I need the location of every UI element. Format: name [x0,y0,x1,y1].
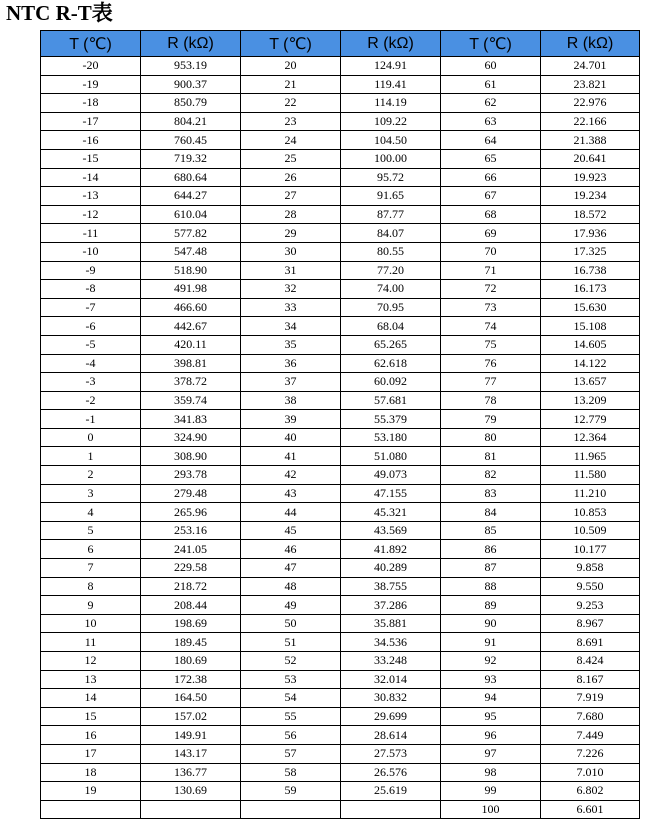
temperature-cell: 1 [41,447,141,466]
temperature-cell: 29 [241,224,341,243]
temperature-cell: 15 [41,707,141,726]
temperature-cell: 39 [241,410,341,429]
temperature-cell: 44 [241,503,341,522]
temperature-cell: 72 [441,280,541,299]
table-row [41,261,640,280]
temperature-cell [241,800,341,819]
temperature-cell: 0 [41,428,141,447]
temperature-cell: 14 [41,689,141,708]
resistance-cell: 16.738 [541,261,640,280]
resistance-cell: 12.364 [541,428,640,447]
temperature-cell: 63 [441,112,541,131]
resistance-cell: 15.630 [541,298,640,317]
temperature-cell: 52 [241,652,341,671]
temperature-cell: 56 [241,726,341,745]
resistance-cell: 11.965 [541,447,640,466]
table-row [41,540,640,559]
temperature-cell: -5 [41,335,141,354]
temperature-cell: 84 [441,503,541,522]
temperature-cell: 71 [441,261,541,280]
resistance-cell: 33.248 [341,652,441,671]
resistance-cell: 114.19 [341,94,441,113]
resistance-cell: 14.122 [541,354,640,373]
temperature-cell: -8 [41,280,141,299]
resistance-cell: 324.90 [141,428,241,447]
resistance-cell: 760.45 [141,131,241,150]
header-temperature-3: T (℃) [441,31,541,57]
temperature-cell: 85 [441,521,541,540]
resistance-cell: 104.50 [341,131,441,150]
resistance-cell: 8.167 [541,670,640,689]
table-row [41,726,640,745]
resistance-cell: 37.286 [341,596,441,615]
temperature-cell: 47 [241,559,341,578]
page-title: NTC R-T表 [6,1,113,25]
temperature-cell: -9 [41,261,141,280]
temperature-cell: 64 [441,131,541,150]
resistance-cell: 7.449 [541,726,640,745]
temperature-cell: 26 [241,168,341,187]
resistance-cell: 15.108 [541,317,640,336]
temperature-cell: 65 [441,149,541,168]
temperature-cell: 75 [441,335,541,354]
temperature-cell: -7 [41,298,141,317]
table-header-row [41,31,640,57]
temperature-cell: 88 [441,577,541,596]
temperature-cell: 92 [441,652,541,671]
temperature-cell: 49 [241,596,341,615]
table-row [41,280,640,299]
resistance-cell: 10.177 [541,540,640,559]
temperature-cell: -16 [41,131,141,150]
temperature-cell: 41 [241,447,341,466]
resistance-cell: 11.580 [541,466,640,485]
temperature-cell: -6 [41,317,141,336]
resistance-cell: 804.21 [141,112,241,131]
temperature-cell: 87 [441,559,541,578]
temperature-cell: 76 [441,354,541,373]
temperature-cell: 36 [241,354,341,373]
temperature-cell: 90 [441,614,541,633]
temperature-cell: 2 [41,466,141,485]
temperature-cell: 28 [241,205,341,224]
resistance-cell: 6.802 [541,782,640,801]
table-row [41,57,640,76]
table-row [41,503,640,522]
table-row [41,391,640,410]
resistance-cell: 265.96 [141,503,241,522]
resistance-cell: 20.641 [541,149,640,168]
resistance-cell: 60.092 [341,373,441,392]
resistance-cell: 34.536 [341,633,441,652]
temperature-cell: 59 [241,782,341,801]
temperature-cell: -14 [41,168,141,187]
resistance-cell: 164.50 [141,689,241,708]
resistance-cell: 14.605 [541,335,640,354]
resistance-cell: 84.07 [341,224,441,243]
temperature-cell: 16 [41,726,141,745]
temperature-cell: 78 [441,391,541,410]
temperature-cell: -2 [41,391,141,410]
resistance-cell: 124.91 [341,57,441,76]
resistance-cell: 253.16 [141,521,241,540]
temperature-cell: 77 [441,373,541,392]
temperature-cell: 32 [241,280,341,299]
resistance-cell: 87.77 [341,205,441,224]
table-row [41,373,640,392]
resistance-cell: 38.755 [341,577,441,596]
resistance-cell: 610.04 [141,205,241,224]
resistance-cell: 43.569 [341,521,441,540]
temperature-cell: 37 [241,373,341,392]
temperature-cell: -19 [41,75,141,94]
temperature-cell: 42 [241,466,341,485]
temperature-cell: -13 [41,187,141,206]
temperature-cell: 58 [241,763,341,782]
table-row [41,410,640,429]
temperature-cell: 23 [241,112,341,131]
header-resistance-1: R (kΩ) [141,31,241,57]
table-row [41,187,640,206]
resistance-cell: 241.05 [141,540,241,559]
temperature-cell: 97 [441,744,541,763]
temperature-cell: 43 [241,484,341,503]
temperature-cell: -12 [41,205,141,224]
table-row [41,168,640,187]
temperature-cell [41,800,141,819]
resistance-cell: 28.614 [341,726,441,745]
temperature-cell: 50 [241,614,341,633]
temperature-cell: 25 [241,149,341,168]
temperature-cell: 70 [441,242,541,261]
resistance-cell: 77.20 [341,261,441,280]
temperature-cell: 57 [241,744,341,763]
resistance-cell: 218.72 [141,577,241,596]
resistance-cell: 13.657 [541,373,640,392]
temperature-cell: 4 [41,503,141,522]
resistance-cell: 17.936 [541,224,640,243]
resistance-cell: 198.69 [141,614,241,633]
resistance-cell: 51.080 [341,447,441,466]
resistance-cell: 341.83 [141,410,241,429]
resistance-cell: 6.601 [541,800,640,819]
resistance-cell: 19.923 [541,168,640,187]
resistance-cell: 91.65 [341,187,441,206]
resistance-cell: 26.576 [341,763,441,782]
resistance-cell: 9.550 [541,577,640,596]
resistance-cell: 900.37 [141,75,241,94]
temperature-cell: -20 [41,57,141,76]
resistance-cell: 130.69 [141,782,241,801]
resistance-cell: 8.424 [541,652,640,671]
temperature-cell: 69 [441,224,541,243]
temperature-cell: 45 [241,521,341,540]
table-body [41,57,640,819]
temperature-cell: 5 [41,521,141,540]
resistance-cell: 95.72 [341,168,441,187]
table-row [41,559,640,578]
table-row [41,670,640,689]
temperature-cell: 54 [241,689,341,708]
resistance-cell: 49.073 [341,466,441,485]
table-row [41,447,640,466]
table-row [41,149,640,168]
table-row [41,707,640,726]
temperature-cell: 81 [441,447,541,466]
resistance-cell: 16.173 [541,280,640,299]
resistance-cell: 23.821 [541,75,640,94]
resistance-cell: 953.19 [141,57,241,76]
resistance-cell: 32.014 [341,670,441,689]
temperature-cell: 89 [441,596,541,615]
resistance-cell: 680.64 [141,168,241,187]
rt-table [40,30,640,819]
resistance-cell: 10.509 [541,521,640,540]
resistance-cell: 19.234 [541,187,640,206]
temperature-cell: 95 [441,707,541,726]
temperature-cell: 91 [441,633,541,652]
resistance-cell: 22.166 [541,112,640,131]
resistance-cell: 47.155 [341,484,441,503]
temperature-cell: 31 [241,261,341,280]
resistance-cell: 491.98 [141,280,241,299]
temperature-cell: -15 [41,149,141,168]
temperature-cell: -3 [41,373,141,392]
table-row [41,577,640,596]
resistance-cell: 378.72 [141,373,241,392]
temperature-cell: 10 [41,614,141,633]
temperature-cell: 94 [441,689,541,708]
table-row [41,94,640,113]
resistance-cell: 7.919 [541,689,640,708]
table-row [41,596,640,615]
resistance-cell: 55.379 [341,410,441,429]
table-row [41,335,640,354]
temperature-cell: 99 [441,782,541,801]
temperature-cell: 48 [241,577,341,596]
resistance-cell: 189.45 [141,633,241,652]
resistance-cell: 518.90 [141,261,241,280]
table-row [41,633,640,652]
table-row [41,614,640,633]
temperature-cell: 8 [41,577,141,596]
temperature-cell: 20 [241,57,341,76]
temperature-cell: 82 [441,466,541,485]
temperature-cell: 51 [241,633,341,652]
temperature-cell: 38 [241,391,341,410]
temperature-cell: 98 [441,763,541,782]
temperature-cell: 35 [241,335,341,354]
temperature-cell: 9 [41,596,141,615]
resistance-cell: 80.55 [341,242,441,261]
table-row [41,224,640,243]
temperature-cell: 27 [241,187,341,206]
resistance-cell: 22.976 [541,94,640,113]
table-row [41,242,640,261]
temperature-cell: -1 [41,410,141,429]
temperature-cell: 83 [441,484,541,503]
temperature-cell: 62 [441,94,541,113]
table-row [41,205,640,224]
table-row [41,652,640,671]
table-row [41,112,640,131]
resistance-cell: 180.69 [141,652,241,671]
temperature-cell: 100 [441,800,541,819]
resistance-cell: 442.67 [141,317,241,336]
resistance-cell: 7.680 [541,707,640,726]
resistance-cell: 119.41 [341,75,441,94]
resistance-cell: 7.226 [541,744,640,763]
table-row [41,689,640,708]
header-temperature-1: T (℃) [41,31,141,57]
resistance-cell: 30.832 [341,689,441,708]
temperature-cell: 55 [241,707,341,726]
resistance-cell: 644.27 [141,187,241,206]
resistance-cell: 62.618 [341,354,441,373]
temperature-cell: 74 [441,317,541,336]
temperature-cell: -18 [41,94,141,113]
temperature-cell: -17 [41,112,141,131]
resistance-cell: 41.892 [341,540,441,559]
temperature-cell: 67 [441,187,541,206]
temperature-cell: 33 [241,298,341,317]
temperature-cell: 61 [441,75,541,94]
resistance-cell: 157.02 [141,707,241,726]
resistance-cell: 850.79 [141,94,241,113]
resistance-cell: 45.321 [341,503,441,522]
temperature-cell: -4 [41,354,141,373]
temperature-cell: 34 [241,317,341,336]
resistance-cell: 719.32 [141,149,241,168]
table-row [41,354,640,373]
resistance-cell: 466.60 [141,298,241,317]
temperature-cell: 86 [441,540,541,559]
temperature-cell: 21 [241,75,341,94]
table-row [41,763,640,782]
resistance-cell: 293.78 [141,466,241,485]
resistance-cell: 420.11 [141,335,241,354]
resistance-cell: 21.388 [541,131,640,150]
temperature-cell: 79 [441,410,541,429]
resistance-cell: 208.44 [141,596,241,615]
resistance-cell: 53.180 [341,428,441,447]
temperature-cell: 13 [41,670,141,689]
temperature-cell: 12 [41,652,141,671]
resistance-cell: 25.619 [341,782,441,801]
table-row [41,744,640,763]
resistance-cell: 35.881 [341,614,441,633]
temperature-cell: 7 [41,559,141,578]
temperature-cell: 24 [241,131,341,150]
temperature-cell: 80 [441,428,541,447]
resistance-cell: 149.91 [141,726,241,745]
temperature-cell: 30 [241,242,341,261]
resistance-cell: 13.209 [541,391,640,410]
temperature-cell: 66 [441,168,541,187]
resistance-cell [141,800,241,819]
resistance-cell: 74.00 [341,280,441,299]
temperature-cell: 93 [441,670,541,689]
temperature-cell: 11 [41,633,141,652]
temperature-cell: 17 [41,744,141,763]
resistance-cell: 547.48 [141,242,241,261]
resistance-cell: 359.74 [141,391,241,410]
table-row [41,484,640,503]
temperature-cell: 46 [241,540,341,559]
temperature-cell: 68 [441,205,541,224]
resistance-cell: 57.681 [341,391,441,410]
temperature-cell: 22 [241,94,341,113]
table-row [41,782,640,801]
table-row [41,317,640,336]
resistance-cell: 9.253 [541,596,640,615]
resistance-cell: 11.210 [541,484,640,503]
resistance-cell: 7.010 [541,763,640,782]
temperature-cell: -10 [41,242,141,261]
resistance-cell: 229.58 [141,559,241,578]
table-row [41,466,640,485]
resistance-cell: 68.04 [341,317,441,336]
resistance-cell: 100.00 [341,149,441,168]
resistance-cell: 10.853 [541,503,640,522]
temperature-cell: 18 [41,763,141,782]
resistance-cell: 8.691 [541,633,640,652]
table-row [41,131,640,150]
resistance-cell: 40.289 [341,559,441,578]
resistance-cell: 136.77 [141,763,241,782]
temperature-cell: -11 [41,224,141,243]
resistance-cell: 29.699 [341,707,441,726]
resistance-cell: 12.779 [541,410,640,429]
temperature-cell: 19 [41,782,141,801]
table-row [41,75,640,94]
table-row [41,428,640,447]
header-resistance-2: R (kΩ) [341,31,441,57]
temperature-cell: 60 [441,57,541,76]
resistance-cell: 279.48 [141,484,241,503]
resistance-cell: 17.325 [541,242,640,261]
temperature-cell: 96 [441,726,541,745]
resistance-cell [341,800,441,819]
resistance-cell: 577.82 [141,224,241,243]
temperature-cell: 3 [41,484,141,503]
resistance-cell: 70.95 [341,298,441,317]
resistance-cell: 9.858 [541,559,640,578]
resistance-cell: 8.967 [541,614,640,633]
temperature-cell: 53 [241,670,341,689]
table-row [41,521,640,540]
resistance-cell: 143.17 [141,744,241,763]
resistance-cell: 24.701 [541,57,640,76]
temperature-cell: 73 [441,298,541,317]
resistance-cell: 172.38 [141,670,241,689]
resistance-cell: 308.90 [141,447,241,466]
resistance-cell: 109.22 [341,112,441,131]
resistance-cell: 65.265 [341,335,441,354]
resistance-cell: 18.572 [541,205,640,224]
temperature-cell: 40 [241,428,341,447]
header-temperature-2: T (℃) [241,31,341,57]
header-resistance-3: R (kΩ) [541,31,640,57]
temperature-cell: 6 [41,540,141,559]
table-row [41,800,640,819]
resistance-cell: 398.81 [141,354,241,373]
resistance-cell: 27.573 [341,744,441,763]
table-row [41,298,640,317]
